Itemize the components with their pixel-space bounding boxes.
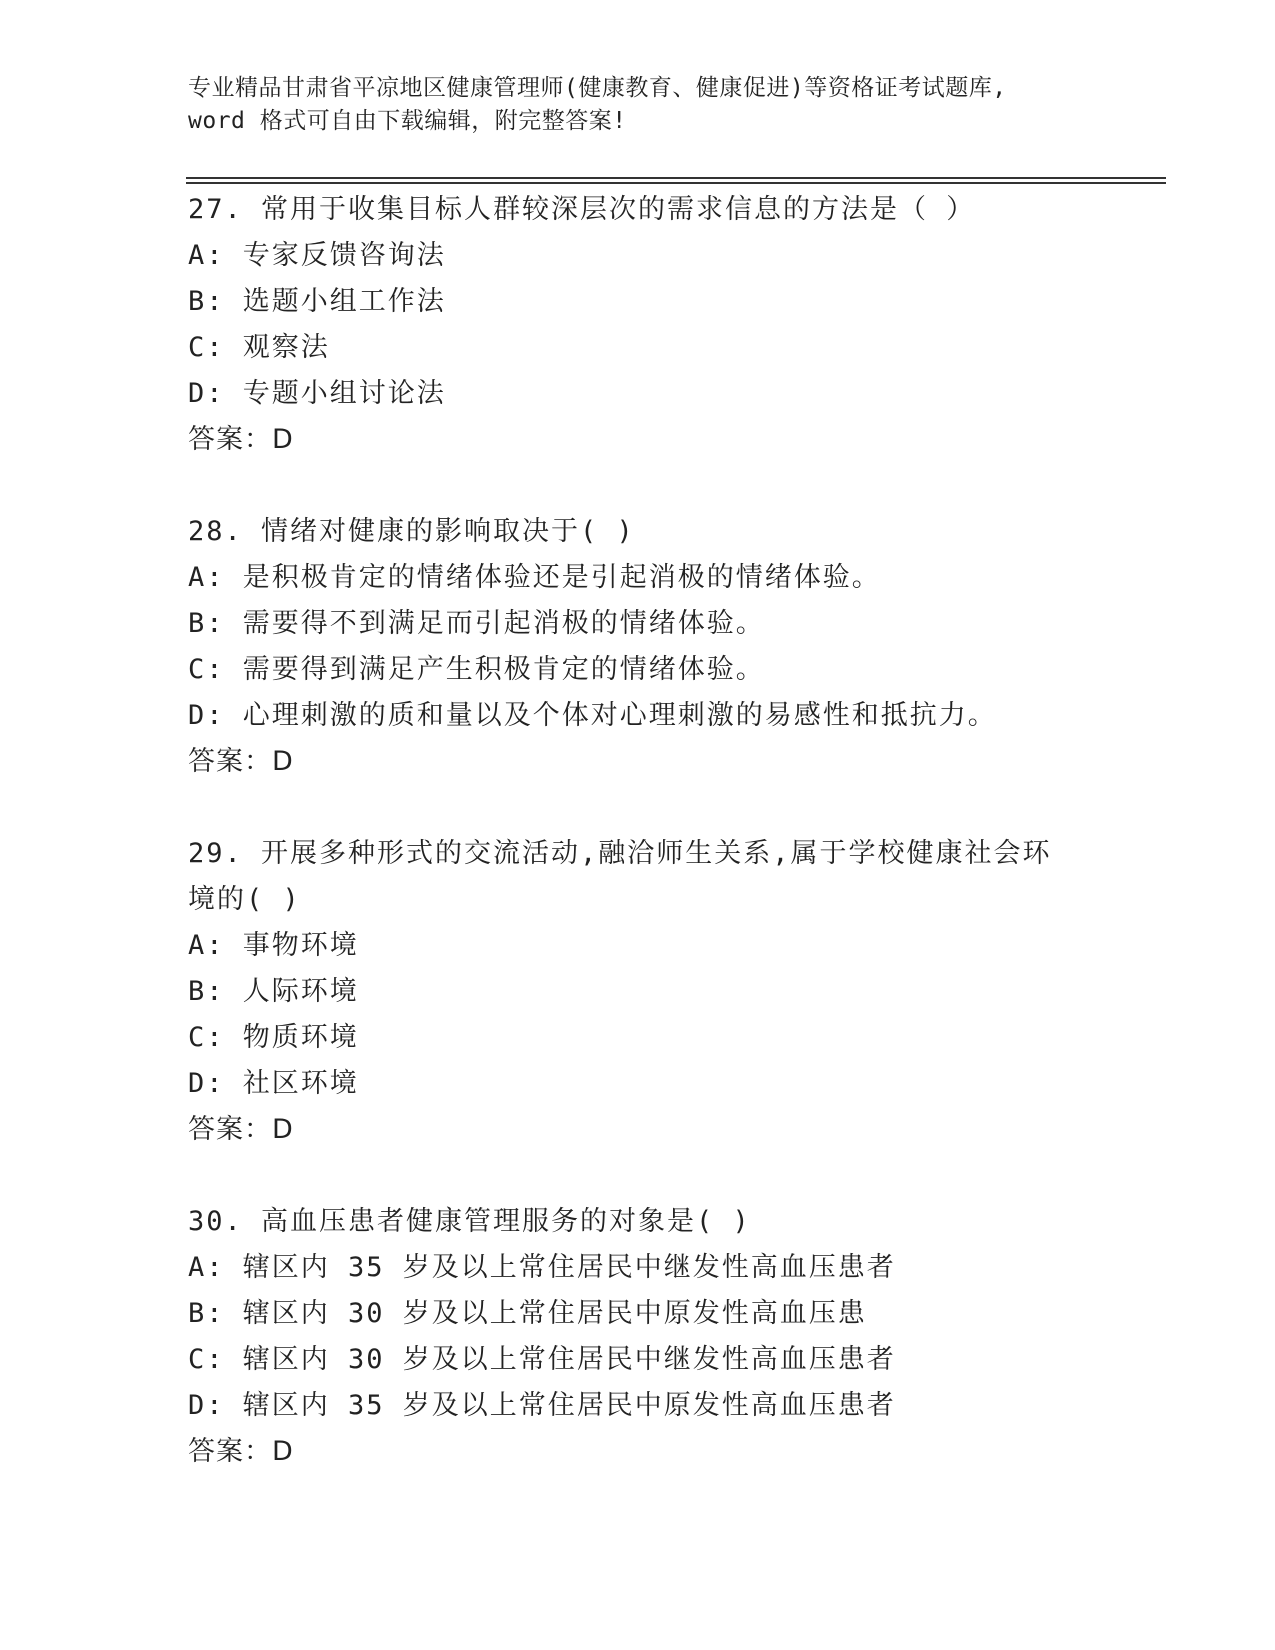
- option-a: A: 辖区内 35 岁及以上常住居民中继发性高血压患者: [188, 1252, 896, 1283]
- option-c: C: 辖区内 30 岁及以上常住居民中继发性高血压患者: [188, 1344, 896, 1375]
- question-stem: 28. 情绪对健康的影响取决于( ): [188, 516, 635, 547]
- option-a: A: 专家反馈咨询法: [188, 240, 446, 271]
- option-d: D: 辖区内 35 岁及以上常住居民中原发性高血压患者: [188, 1390, 896, 1421]
- option-b: B: 辖区内 30 岁及以上常住居民中原发性高血压患: [188, 1298, 867, 1329]
- option-d: D: 社区环境: [188, 1068, 359, 1099]
- question-stem: 30. 高血压患者健康管理服务的对象是( ): [188, 1206, 751, 1237]
- option-c: C: 物质环境: [188, 1022, 359, 1053]
- question-28: [188, 509, 1188, 785]
- header-line-2: word 格式可自由下载编辑，附完整答案!: [188, 108, 627, 134]
- option-b: B: 选题小组工作法: [188, 286, 446, 317]
- answer: 答案：D: [188, 1114, 294, 1145]
- question-stem: 29. 开展多种形式的交流活动,融洽师生关系,属于学校健康社会环境的( ): [188, 838, 1052, 915]
- option-b: B: 需要得不到满足而引起消极的情绪体验。: [188, 608, 765, 639]
- option-b: B: 人际环境: [188, 976, 359, 1007]
- document-header: [188, 72, 1088, 138]
- question-30: [188, 1199, 1188, 1475]
- answer: 答案：D: [188, 424, 294, 455]
- answer: 答案：D: [188, 746, 294, 777]
- option-d: D: 专题小组讨论法: [188, 378, 446, 409]
- option-c: C: 需要得到满足产生积极肯定的情绪体验。: [188, 654, 765, 685]
- header-divider-top: [186, 177, 1166, 179]
- question-list: [188, 187, 1188, 1521]
- question-29: [188, 831, 1188, 1153]
- question-27: [188, 187, 1188, 463]
- option-d: D: 心理刺激的质和量以及个体对心理刺激的易感性和抵抗力。: [188, 700, 997, 731]
- answer: 答案：D: [188, 1436, 294, 1467]
- option-a: A: 事物环境: [188, 930, 359, 961]
- option-c: C: 观察法: [188, 332, 330, 363]
- question-stem: 27. 常用于收集目标人群较深层次的需求信息的方法是（ ）: [188, 194, 976, 225]
- header-line-1: 专业精品甘肃省平凉地区健康管理师(健康教育、健康促进)等资格证考试题库,: [188, 75, 1007, 101]
- option-a: A: 是积极肯定的情绪体验还是引起消极的情绪体验。: [188, 562, 881, 593]
- header-divider-bottom: [186, 182, 1166, 184]
